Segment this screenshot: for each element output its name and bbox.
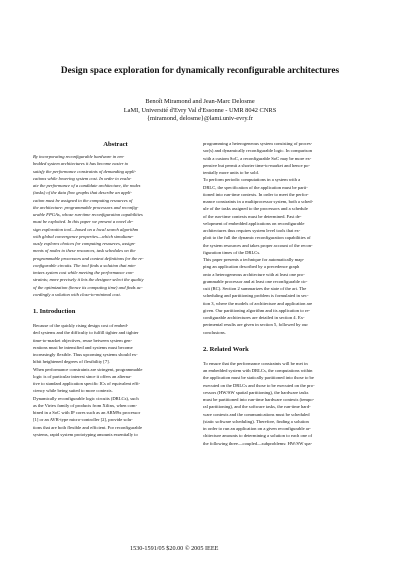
- text-line: increasingly flexible. Thus upcoming systems should ex-: [33, 352, 138, 357]
- text-line: configurable circuits. The tool finds a solution that min-: [33, 262, 137, 268]
- text-line: an embedded system with DRLCs, the computations within: [203, 368, 313, 373]
- text-line: ral partitioning), and the software tasks, the run-time hard-: [203, 404, 311, 410]
- text-line: urable FPGAs, whose run-time reconfiguration capabilities: [33, 212, 143, 217]
- text-line: ule of the tasks assigned to the processors and a schedule: [203, 206, 308, 212]
- text-line: tions that are both flexible and efficient. For reconfigurable: [33, 424, 142, 430]
- text-line: This paper presents a technique for automatically map-: [203, 257, 305, 262]
- text-line: the application must be statically partitioned into those to be: [203, 375, 314, 381]
- text-line: cordingly a solution with close-to-minimal cost.: [33, 291, 121, 297]
- text-line: ded systems and the difficulty to fulfill tighter and tighter: [33, 330, 139, 336]
- text-line: tentially more units to be sold.: [203, 170, 259, 175]
- text-line: in order to run an application on a given reconfigurable ar-: [203, 426, 311, 431]
- text-line: systems, rapid system prototyping amounts essentially to: [33, 431, 138, 437]
- text-line: the following three—coupled—subproblems: HW/SW spa-: [203, 440, 313, 446]
- text-line: ously explores choices for computing resources, assign-: [33, 241, 136, 246]
- text-line: conclusions.: [203, 329, 226, 335]
- text-line: must be partitioned into run-time hardware contexts (tempo-: [203, 397, 315, 402]
- text-line: cation must be assigned to the computing resources of: [33, 197, 133, 203]
- related-work-body: [203, 360, 368, 447]
- text-line: ploit to the full the dynamic reconfiguration capabilities of: [203, 235, 311, 241]
- related-work-heading: 2. Related Work: [203, 345, 249, 353]
- text-line: figuration times of the DRLCs.: [203, 249, 261, 255]
- text-line: hibit heightened degrees of flexibility [7].: [33, 359, 110, 365]
- text-line: To ensure that the performance constraints will be met in: [203, 360, 308, 366]
- text-line: When performance constraints are stringent, programmable: [33, 366, 143, 372]
- author-names: Benoît Miramond and Jean-Marc Delosme: [145, 98, 255, 105]
- text-line: bined in a SoC with IP cores such as an ARM9x processor: [33, 410, 141, 415]
- text-line: satisfy the performance constraints of demanding appli-: [33, 168, 137, 174]
- text-line: ciency while being suited to more contexts.: [33, 388, 113, 394]
- text-line: of the optimization (hence its computing time) and finds ac-: [33, 284, 143, 290]
- introduction-heading: 1. Introduction: [33, 308, 76, 315]
- text-line: time-to-market objectives, reuse between system gen-: [33, 337, 132, 343]
- text-line: programming a heterogeneous system consisting of proces-: [203, 141, 313, 146]
- text-line: sor(s) and dynamically reconfigurable logic. In comparison: [203, 148, 313, 154]
- right-column: [203, 140, 368, 447]
- text-line: grammable processor and at least one reconfigurable cir-: [203, 278, 308, 284]
- text-line: DRLC, the specification of the application must be parti-: [203, 184, 308, 190]
- text-line: ping an application described by a precedence graph: [203, 264, 300, 270]
- text-line: imizes system cost while meeting the performance con-: [33, 270, 134, 275]
- text-line: cations while lowering system cost. In order to evalu-: [33, 175, 132, 181]
- text-line: velopment of embedded applications on reconfigurable: [203, 220, 305, 226]
- text-line: architectures thus requires system level tools that ex-: [203, 228, 301, 233]
- text-line: cessors (HW/SW spatial partitioning), the hardware tasks: [203, 389, 309, 395]
- abstract-body: [33, 153, 198, 298]
- paper-title: Design space exploration for dynamically reconfigurable architectures: [60, 66, 340, 76]
- text-line: programmable processors and context definitions for the re-: [33, 255, 144, 261]
- text-line: mance constraints in a multiprocessor system, both a sched-: [203, 199, 314, 204]
- text-line: executed on the DRLCs and those to be executed on the pro-: [203, 382, 315, 388]
- text-line: the architecture: programmable processors and reconfig-: [33, 204, 139, 210]
- text-line: ware contexts and the communications must be scheduled: [203, 411, 310, 417]
- abstract-heading: Abstract: [103, 141, 128, 148]
- text-line: cuit (RC). Section 2 summarizes the state of the art. The: [203, 286, 307, 291]
- text-line: tive to standard application specific ICs of equivalent effi-: [33, 381, 141, 386]
- text-line: (static software scheduling). Therefore, finding a solution: [203, 418, 309, 424]
- text-line: chitecture amounts to determining a solution to each one of: [203, 433, 313, 439]
- author-affiliation: LaMI, Université d'Evry Val d'Essonne - UMR 8042 CNRS: [123, 106, 277, 114]
- text-line: By incorporating reconfigurable hardware in em-: [33, 154, 125, 159]
- text-line: ate the performance of a candidate architecture, the nodes: [33, 183, 141, 188]
- text-line: erations must be intensified and systems must become: [33, 344, 133, 350]
- text-line: straints; more precisely it lets the designer select the quality: [33, 277, 144, 283]
- text-line: To perform periodic computations in a system with a: [203, 177, 301, 183]
- text-line: sign exploration tool—based on a local search algorithm: [33, 226, 139, 232]
- text-line: with a custom SoC, a reconfigurable SoC may be more ex-: [203, 155, 312, 161]
- copyright-line: 1530-1591/05 $20.00 © 2005 IEEE: [130, 545, 219, 552]
- text-line: given. Our partitioning algorithm and its application to re-: [203, 307, 311, 313]
- text-line: bedded system architectures it has become easier to: [33, 161, 129, 167]
- text-line: (tasks) of the data flow graphs that describe an appli-: [33, 190, 132, 196]
- text-line: scheduling and partitioning problem is formulated in sec-: [203, 293, 309, 299]
- text-line: as the Virtex family of products from Xilinx, when com-: [33, 402, 137, 408]
- author-block: [20, 98, 380, 124]
- text-line: must be exploited. In this paper we present a novel de-: [33, 219, 134, 225]
- text-line: the system resources and takes proper account of the recon-: [203, 242, 313, 248]
- text-line: pensive but permit a shorter time-to-market and hence po-: [203, 162, 310, 168]
- text-line: Dynamically reconfigurable logic circuits (DRLCs), such: [33, 395, 139, 401]
- text-line: with global convergence properties—which simultane-: [33, 233, 134, 239]
- text-line: perimental results are given in section 5, followed by our: [203, 322, 308, 328]
- text-line: logic is of particular interest since it offers an alterna-: [33, 373, 132, 379]
- text-line: [1] or an AVR-type micro-controller [2], provide solu-: [33, 417, 133, 423]
- text-line: ments of nodes to these resources, task schedules on the: [33, 248, 136, 254]
- author-emails: {miramond, delosme}@lami.univ-evry.fr: [146, 115, 254, 123]
- text-line: Because of the quickly rising design cost of embed-: [33, 323, 129, 328]
- introduction-continued-body: [203, 140, 368, 336]
- text-line: tioned into run-time contexts. In order to meet the perfor-: [203, 191, 309, 197]
- left-column: [33, 140, 198, 438]
- introduction-body: [33, 322, 198, 438]
- text-line: tion 3, where the models of architecture and application are: [203, 300, 313, 306]
- text-line: onto a heterogeneous architecture with at least one pro-: [203, 271, 305, 277]
- text-line: of the run-time contexts must be determined. Fast de-: [203, 213, 302, 219]
- text-line: configurable architectures are detailed in section 4. Ex-: [203, 315, 305, 320]
